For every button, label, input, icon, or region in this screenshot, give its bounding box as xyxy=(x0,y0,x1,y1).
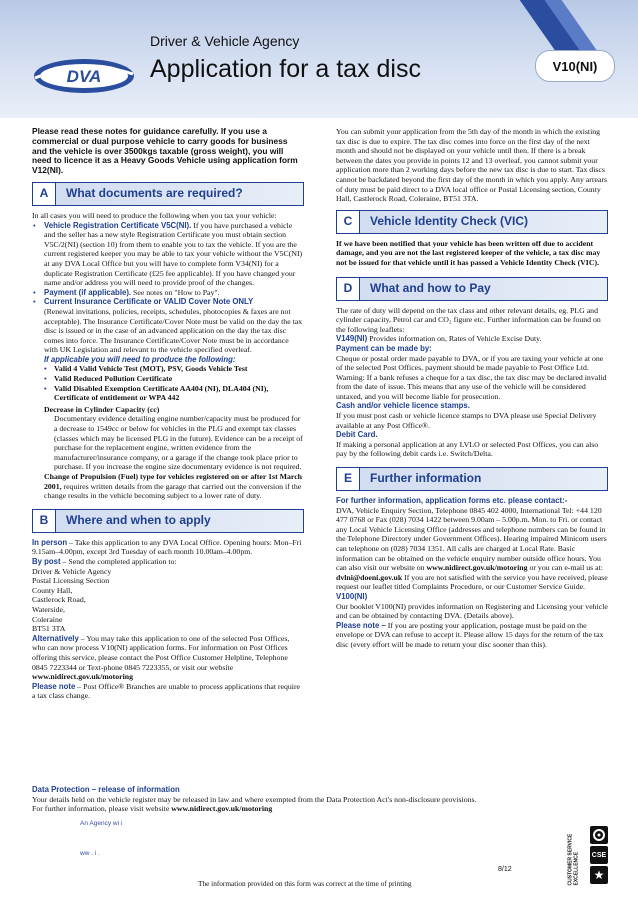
section-a-lead: In all cases you will need to produce the following when you tax your vehicle: xyxy=(32,210,277,220)
section-title: Where and when to apply xyxy=(66,513,211,527)
section-letter: E xyxy=(337,468,360,490)
bullet-pollution: • Valid Reduced Pollution Certificate xyxy=(32,374,304,384)
header-banner xyxy=(0,0,638,118)
website-link[interactable]: www.nidirect.gov.uk/motoring xyxy=(426,563,528,573)
logo-text: DVA xyxy=(66,67,102,86)
data-protection xyxy=(32,785,612,814)
data-protection-title: Data Protection – release of information xyxy=(32,785,180,794)
section-letter: C xyxy=(337,211,360,233)
bullet-v5c: • Vehicle Registration Certificate V5C(NI). If you have purchased a vehicle and the seller has a new style Registration Certificate you must obtain section V5C/2(NI) (section 10) from them to enable you to tax the vehicle. If you are the current registered keeper you may be able to tax your vehicle without the V5C(NI) at any DVA Local Office but you will have to complete form V34(NI) for a duplicate Registration Certificate (£25 fee applicable). If you have changed your name and/or address you will need to provide proof of the changes. xyxy=(32,221,304,288)
postal-address: Driver & Vehicle Agency Postal Licensing Section County Hall, Castlerock Road, Waterside, Coleraine BT51 3TA xyxy=(32,566,112,634)
section-c-header xyxy=(336,210,608,234)
motoring-link[interactable]: www.nidirect.gov.uk/motoring xyxy=(171,804,273,814)
dcc-heading: Decrease in Cylinder Capacity (cc) xyxy=(44,404,160,414)
cse-icon xyxy=(590,826,608,844)
bullet-payment: • Payment (if applicable). See notes on "How to Pay". xyxy=(32,288,304,298)
alternatively-text: Alternatively – You may take this application to one of the selected Post Offices, who can now process V10(NI) application forms. For information on Post Offices offering this service, please contact the Post Office Customer Helpline, Telephone 0845 7223344 or Text-phone 0845 7223355, or visit our website www.nidirect.gov.uk/motoring xyxy=(32,633,290,682)
bullet-mot: • Valid 4 Valid Vehicle Test (MOT), PSV, Goods Vehicle Test xyxy=(32,364,304,374)
web-footer: ww . i . xyxy=(80,850,100,857)
section-title: Vehicle Identity Check (VIC) xyxy=(370,213,529,228)
v149-text: V149(NI) Provides information on, Rates of Vehicle Excise Duty. xyxy=(336,334,542,344)
bullet-insurance: • Current Insurance Certificate or VALID Cover Note ONLY xyxy=(32,297,304,307)
cse-text: CUSTOMER SERVICE EXCELLENCE xyxy=(567,833,579,886)
right-column xyxy=(336,127,608,650)
insurance-text: (Renewal invitations, policies, receipts, schedules, photocopies & faxes are not acceptable). The Insurance Certificate/Cover Note must be valid on the day the tax disc is issued or in the case of an advanced application on the day the tax disc comes into force. The Insurance Certificate/Cover Note must be in accordance with UK Legislation and relevant to the vehicle specified overleaf. xyxy=(44,306,303,355)
section-title: What and how to Pay xyxy=(370,280,491,295)
cash-heading: Cash and/or vehicle licence stamps. xyxy=(336,401,470,411)
v100-heading: V100(NI) xyxy=(336,591,368,601)
applicable-heading: If applicable you will need to produce the following: xyxy=(44,354,236,364)
duty-text: The rate of duty will depend on the tax class and other relevant details, eg. PLG and cylinder capacity, Petrol car and CO₂ figure etc. Further information can be found on the following leaflets: xyxy=(336,305,601,334)
debit-heading: Debit Card. xyxy=(336,430,378,440)
form-code-badge: V10(NI) xyxy=(535,50,615,82)
cop-text: Change of Propulsion (Fuel) type for vehicles registered on or after 1st March 2001, requires written details from the garage that carried out the conversion if the change results in the vehicle becoming subject to a lower rate of duty. xyxy=(44,472,302,501)
section-e-header xyxy=(336,467,608,491)
section-d-header xyxy=(336,277,608,301)
email-link[interactable]: dvlni@doeni.gov.uk xyxy=(336,572,403,582)
contact-text: DVA, Vehicle Enquiry Section, Telephone 0845 402 4000, International Tel: +44 120 477 0768 or Fax (028) 7034 1422 between 9.00am – 5.00p.m. Mon. to Fri. or contact any Local Vehicle Licensing Office (addresses and telephone numbers can be found in the Telephone Directory under Government Offices). Hearing impaired Minicom users can telephone on (028) 7034 1351. All calls are charged at Local Rate. Basic information can be obtained on the vehicle enquiry number outside office hours. You can also visit our website on www.nidirect.gov.uk/motoring or you can e-mail us at: dvlni@doeni.gov.uk If you are not satisfied with the service you have received, please request our leaflet titled Complaints Procedure, or our Customer Service Guide. xyxy=(336,505,608,592)
submission-text: You can submit your application from the 5th day of the month in which the existing tax disc is due to expire. The tax disc comes into force on the first day of the next month and should not be displayed on your vehicle until then. If there is a break between the dates you provide in points 12 and 13 overleaf, you cannot submit your application more than 2 working days before the new tax disc is due to start. Tax discs cannot be backdated beyond the first day of the month in which you apply. Any arrears of duty must be paid direct to a DVA local office or Postal Licensing section, County Hall, Castlerock Road, Coleraine, BT51 3TA. xyxy=(336,127,608,204)
agency-name: Driver & Vehicle Agency xyxy=(150,33,300,49)
motoring-link[interactable]: www.nidirect.gov.uk/motoring xyxy=(32,672,134,682)
data-protection-web: For further information, please visit website www.nidirect.gov.uk/motoring xyxy=(32,804,273,814)
page-number: 8/12 xyxy=(498,866,512,873)
vic-text: If we have been notified that your vehicle has been written off due to accident damage, and you are not the last registered keeper of the vehicle, a tax disc may not be issued for that vehicle until it has passed a Vehicle Identity Check (VIC). xyxy=(336,238,601,267)
cse-badge: CSE xyxy=(590,846,608,864)
posting-note: Please note – If you are posting your application, postage must be paid on the envelope or DVA can refuse to accept it. Please allow 15 days for the return of the tax disc (every effort will be made to return your disc sooner than this). xyxy=(336,620,604,649)
star-icon: ★ xyxy=(590,866,608,884)
cse-logos xyxy=(566,826,616,886)
data-protection-text: Your details held on the vehicle register may be released in law and where exempted from the Data Protection Act's non-disclosure provisions. xyxy=(32,794,477,804)
section-letter: B xyxy=(33,510,56,532)
section-letter: D xyxy=(337,278,360,300)
post-office-note: Please note – Post Office® Branches are unable to process applications that require a tax class change. xyxy=(32,681,301,701)
v100-text: Our booklet V100(NI) provides information on Registering and Licensing your vehicle and can be obtained by contacting DVA. (Details above). xyxy=(336,601,608,621)
section-title: What documents are required? xyxy=(66,186,243,201)
by-post-text: By post – Send the completed application to: xyxy=(32,556,177,566)
section-letter: A xyxy=(33,183,56,205)
bullet-disabled: • Valid Disabled Exemption Certificate AA404 (NI), DLA404 (NI), Certificate of entitlement or WPA 442 xyxy=(32,384,304,403)
intro-text: Please read these notes for guidance carefully. If you use a commercial or dual purpose vehicle to carry goods for business and the vehicle is over 3500kgs taxable (gross weight), you will need to licence it as a Heavy Goods Vehicle using application form V12(NI). xyxy=(32,126,298,176)
left-column xyxy=(32,127,304,701)
debit-text: If making a personal application at any LVLO or selected Post Offices, you can also pay by the following debit cards i.e. Switch/Delta. xyxy=(336,439,599,459)
in-person-text: In person – Take this application to any DVA Local Office. Opening hours: Mon–Fri 9.15am–4.00pm, except 3rd Tuesday of each month 10.00am–4.00pm. xyxy=(32,537,302,557)
section-b-header xyxy=(32,509,304,533)
payment-text: Cheque or postal order made payable to DVA, or if you are taxing your vehicle at one of the selected Post Offices, payment should be made payable to Post Office Ltd. Warning: If a bank refuses a cheque for a tax disc, the tax disc may be declared invalid from the date of issue. This means that any use of the vehicle will be considered untaxed, and you will become liable for prosecution. xyxy=(336,353,607,401)
section-a-header xyxy=(32,182,304,206)
print-disclaimer: The information provided on this form was correct at the time of printing xyxy=(198,879,412,888)
section-title: Further information xyxy=(370,471,482,486)
page-title: Application for a tax disc xyxy=(150,55,421,83)
agency-footer: An Agency wi i xyxy=(80,820,123,827)
cash-text: If you must post cash or vehicle licence stamps to DVA please use Special Delivery available at any Post Office®. xyxy=(336,411,597,430)
contact-heading: For further information, application forms etc. please contact:- xyxy=(336,496,568,506)
payment-heading: Payment can be made by: xyxy=(336,343,432,353)
dva-logo xyxy=(33,56,135,96)
dcc-text: Documentary evidence detailing engine number/capacity must be produced for a decrease to 1549cc or below for vehicles in the PLG and exempt tax classes (classes which may be licensed PLG in the future). Evidence can be a receipt of purchase for the replacement engine, written evidence from the manufacturer/insurance company, or a garage if the change took place prior to purchase. If you increase the engine size documentary evidence is not required. xyxy=(54,414,303,472)
